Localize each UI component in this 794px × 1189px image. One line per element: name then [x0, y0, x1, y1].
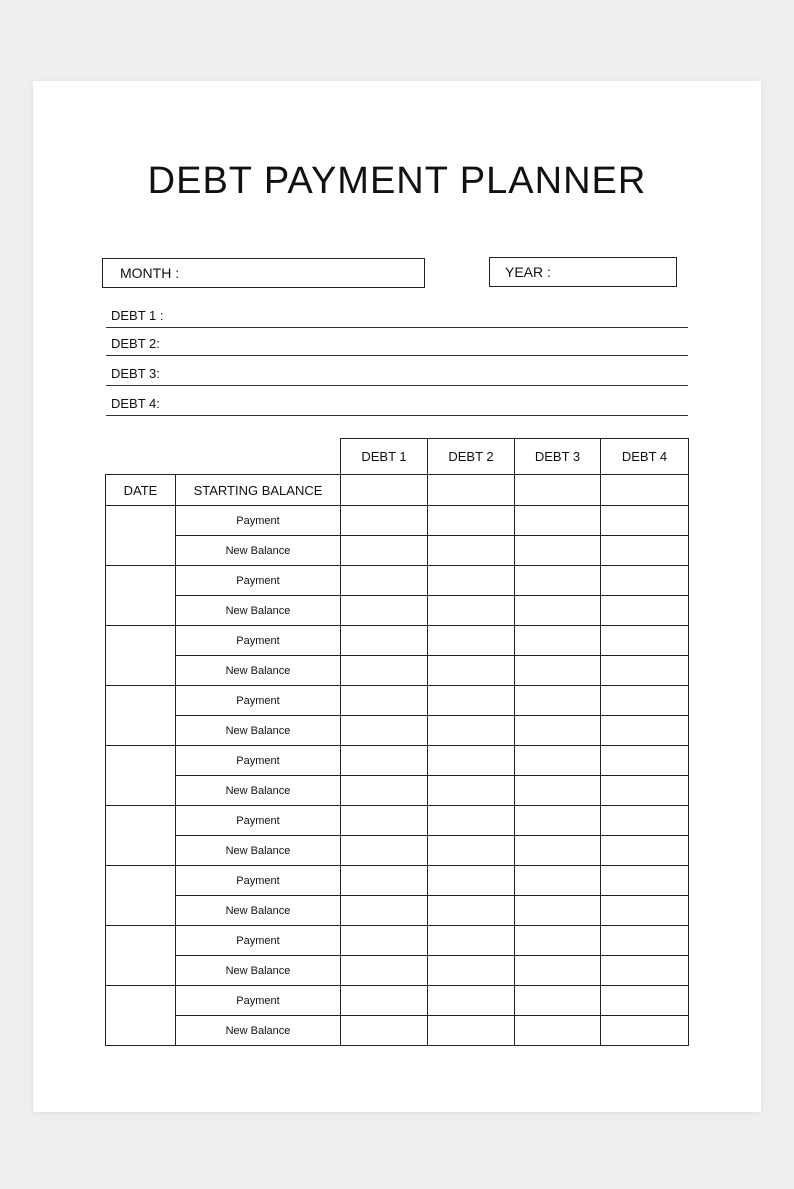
new-balance-debt-3-cell[interactable]: [515, 896, 601, 926]
payment-label: Payment: [176, 746, 341, 776]
new-balance-label: New Balance: [176, 776, 341, 806]
table-row: [106, 596, 689, 626]
new-balance-debt-4-cell[interactable]: [601, 716, 689, 746]
table-row: [106, 656, 689, 686]
debt-4-header: DEBT 4: [601, 439, 689, 475]
date-cell[interactable]: [106, 986, 176, 1046]
page-title: DEBT PAYMENT PLANNER: [147, 160, 647, 202]
payment-debt-3-cell[interactable]: [515, 746, 601, 776]
payment-debt-3-cell[interactable]: [515, 866, 601, 896]
payment-debt-2-cell[interactable]: [428, 566, 515, 596]
new-balance-debt-1-cell[interactable]: [341, 656, 428, 686]
new-balance-label: New Balance: [176, 656, 341, 686]
new-balance-debt-1-cell[interactable]: [341, 596, 428, 626]
new-balance-debt-3-cell[interactable]: [515, 536, 601, 566]
date-header: DATE: [106, 475, 176, 506]
payment-debt-4-cell[interactable]: [601, 806, 689, 836]
date-cell[interactable]: [106, 626, 176, 686]
table-row: [106, 566, 689, 596]
payment-label: Payment: [176, 986, 341, 1016]
debt-4-label: DEBT 4:: [111, 396, 160, 411]
debt-2-line[interactable]: [106, 334, 688, 356]
new-balance-debt-2-cell[interactable]: [428, 896, 515, 926]
payment-label: Payment: [176, 866, 341, 896]
new-balance-label: New Balance: [176, 956, 341, 986]
new-balance-debt-2-cell[interactable]: [428, 836, 515, 866]
table-row: [106, 836, 689, 866]
date-cell[interactable]: [106, 746, 176, 806]
payment-debt-4-cell[interactable]: [601, 686, 689, 716]
payment-debt-2-cell[interactable]: [428, 626, 515, 656]
payment-debt-1-cell[interactable]: [341, 686, 428, 716]
new-balance-debt-1-cell[interactable]: [341, 776, 428, 806]
new-balance-label: New Balance: [176, 536, 341, 566]
payment-debt-3-cell[interactable]: [515, 986, 601, 1016]
year-label: YEAR :: [505, 264, 551, 280]
starting-balance-header: STARTING BALANCE: [176, 475, 341, 506]
payment-debt-3-cell[interactable]: [515, 506, 601, 536]
payment-debt-1-cell[interactable]: [341, 986, 428, 1016]
new-balance-debt-2-cell[interactable]: [428, 776, 515, 806]
table-row: [106, 1016, 689, 1046]
starting-balance-debt-4[interactable]: [601, 475, 689, 506]
new-balance-debt-3-cell[interactable]: [515, 656, 601, 686]
new-balance-debt-1-cell[interactable]: [341, 956, 428, 986]
table-row: [106, 746, 689, 776]
payment-label: Payment: [176, 686, 341, 716]
starting-balance-debt-3[interactable]: [515, 475, 601, 506]
payment-label: Payment: [176, 626, 341, 656]
payment-debt-4-cell[interactable]: [601, 746, 689, 776]
table-row: [106, 686, 689, 716]
new-balance-debt-3-cell[interactable]: [515, 716, 601, 746]
debt-2-header: DEBT 2: [428, 439, 515, 475]
new-balance-debt-4-cell[interactable]: [601, 596, 689, 626]
payment-debt-2-cell[interactable]: [428, 746, 515, 776]
table-row: [106, 716, 689, 746]
new-balance-debt-2-cell[interactable]: [428, 536, 515, 566]
starting-balance-debt-1[interactable]: [341, 475, 428, 506]
new-balance-debt-3-cell[interactable]: [515, 956, 601, 986]
payment-debt-3-cell[interactable]: [515, 626, 601, 656]
table-row: [106, 536, 689, 566]
table-row: [106, 986, 689, 1016]
date-cell[interactable]: [106, 506, 176, 566]
payment-label: Payment: [176, 566, 341, 596]
debt-1-line[interactable]: [106, 306, 688, 328]
payment-debt-1-cell[interactable]: [341, 866, 428, 896]
month-field[interactable]: [102, 258, 425, 288]
payment-debt-1-cell[interactable]: [341, 626, 428, 656]
new-balance-debt-2-cell[interactable]: [428, 716, 515, 746]
payment-debt-3-cell[interactable]: [515, 926, 601, 956]
payment-debt-4-cell[interactable]: [601, 626, 689, 656]
payment-debt-4-cell[interactable]: [601, 986, 689, 1016]
new-balance-debt-1-cell[interactable]: [341, 1016, 428, 1046]
new-balance-debt-2-cell[interactable]: [428, 596, 515, 626]
table-row: [106, 626, 689, 656]
new-balance-debt-4-cell[interactable]: [601, 776, 689, 806]
new-balance-label: New Balance: [176, 836, 341, 866]
new-balance-debt-1-cell[interactable]: [341, 716, 428, 746]
payment-debt-2-cell[interactable]: [428, 686, 515, 716]
payment-debt-3-cell[interactable]: [515, 806, 601, 836]
payment-debt-4-cell[interactable]: [601, 506, 689, 536]
payment-debt-2-cell[interactable]: [428, 926, 515, 956]
payment-debt-4-cell[interactable]: [601, 566, 689, 596]
payment-debt-2-cell[interactable]: [428, 806, 515, 836]
payment-debt-1-cell[interactable]: [341, 746, 428, 776]
new-balance-debt-2-cell[interactable]: [428, 656, 515, 686]
new-balance-debt-4-cell[interactable]: [601, 896, 689, 926]
new-balance-debt-4-cell[interactable]: [601, 956, 689, 986]
table-row: [106, 806, 689, 836]
payment-debt-1-cell[interactable]: [341, 806, 428, 836]
new-balance-label: New Balance: [176, 716, 341, 746]
new-balance-debt-4-cell[interactable]: [601, 536, 689, 566]
date-cell[interactable]: [106, 566, 176, 626]
payment-debt-1-cell[interactable]: [341, 566, 428, 596]
debt-3-header: DEBT 3: [515, 439, 601, 475]
payment-label: Payment: [176, 506, 341, 536]
new-balance-debt-3-cell[interactable]: [515, 776, 601, 806]
debt-1-label: DEBT 1 :: [111, 308, 164, 323]
payment-debt-1-cell[interactable]: [341, 926, 428, 956]
payment-label: Payment: [176, 926, 341, 956]
payment-debt-2-cell[interactable]: [428, 866, 515, 896]
payment-debt-3-cell[interactable]: [515, 566, 601, 596]
new-balance-debt-2-cell[interactable]: [428, 1016, 515, 1046]
new-balance-debt-1-cell[interactable]: [341, 836, 428, 866]
debt-2-label: DEBT 2:: [111, 336, 160, 351]
table-row: [106, 956, 689, 986]
payment-debt-3-cell[interactable]: [515, 686, 601, 716]
date-cell[interactable]: [106, 806, 176, 866]
payment-debt-1-cell[interactable]: [341, 506, 428, 536]
new-balance-label: New Balance: [176, 1016, 341, 1046]
new-balance-label: New Balance: [176, 596, 341, 626]
new-balance-debt-2-cell[interactable]: [428, 956, 515, 986]
table-row: [106, 926, 689, 956]
date-cell[interactable]: [106, 926, 176, 986]
debt-4-line[interactable]: [106, 394, 688, 416]
payment-debt-4-cell[interactable]: [601, 926, 689, 956]
new-balance-debt-3-cell[interactable]: [515, 596, 601, 626]
table-row: [106, 866, 689, 896]
debt-planner-table: [105, 438, 689, 1046]
payment-debt-2-cell[interactable]: [428, 506, 515, 536]
payment-debt-4-cell[interactable]: [601, 866, 689, 896]
starting-balance-debt-2[interactable]: [428, 475, 515, 506]
new-balance-debt-3-cell[interactable]: [515, 836, 601, 866]
month-label: MONTH :: [120, 265, 180, 281]
table-row: [106, 896, 689, 926]
date-cell[interactable]: [106, 866, 176, 926]
date-cell[interactable]: [106, 686, 176, 746]
table-row: [106, 776, 689, 806]
table-row: [106, 506, 689, 536]
payment-label: Payment: [176, 806, 341, 836]
debt-3-line[interactable]: [106, 364, 688, 386]
year-field[interactable]: [489, 257, 677, 287]
blank-header-cell: [106, 439, 341, 475]
new-balance-debt-4-cell[interactable]: [601, 1016, 689, 1046]
new-balance-debt-4-cell[interactable]: [601, 656, 689, 686]
payment-debt-2-cell[interactable]: [428, 986, 515, 1016]
new-balance-debt-4-cell[interactable]: [601, 836, 689, 866]
new-balance-debt-3-cell[interactable]: [515, 1016, 601, 1046]
new-balance-debt-1-cell[interactable]: [341, 896, 428, 926]
debt-1-header: DEBT 1: [341, 439, 428, 475]
new-balance-label: New Balance: [176, 896, 341, 926]
debt-3-label: DEBT 3:: [111, 366, 160, 381]
new-balance-debt-1-cell[interactable]: [341, 536, 428, 566]
